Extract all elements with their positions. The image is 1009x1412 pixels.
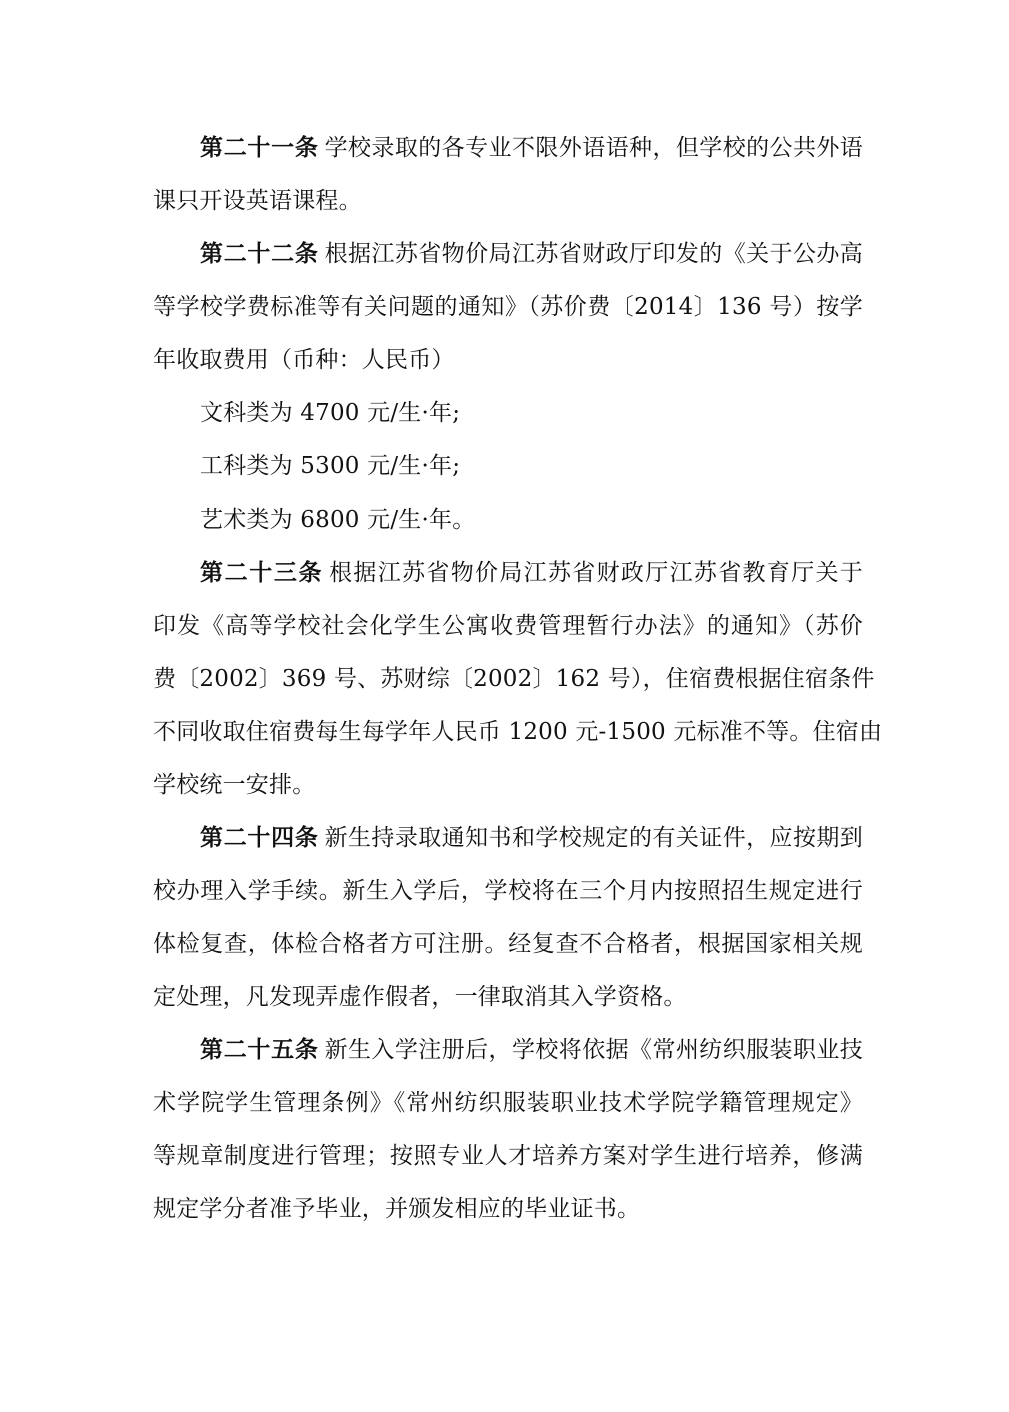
article-23-line-5: 学校统一安排。 [153, 772, 316, 798]
article-23-line-4: 不同收取住宿费每生每学年人民币 1200 元-1500 元标准不等。住宿由 [153, 719, 883, 745]
article-25-line-2: 术学院学生管理条例》《常州纺织服装职业技术学院学籍管理规定》 [153, 1090, 863, 1116]
article-22-line-1 [200, 238, 863, 270]
article-23-text: 根据江苏省物价局江苏省财政厅江苏省教育厅关于 [329, 560, 864, 586]
article-22-title: 第二十二条 [200, 241, 319, 267]
article-25-line-3: 等规章制度进行管理；按照专业人才培养方案对学生进行培养，修满 [153, 1143, 863, 1169]
article-24-line-4: 定处理，凡发现弄虚作假者，一律取消其入学资格。 [153, 984, 687, 1010]
article-23-line-1 [200, 557, 863, 589]
article-22-line-3: 年收取费用（币种：人民币） [153, 347, 455, 373]
article-23-line-3: 费〔2002〕369 号、苏财综〔2002〕162 号），住宿费根据住宿条件 [153, 666, 875, 692]
article-25-line-4: 规定学分者准予毕业，并颁发相应的毕业证书。 [153, 1196, 641, 1222]
article-21-line-2: 课只开设英语课程。 [153, 188, 362, 214]
article-23-line-2: 印发《高等学校社会化学生公寓收费管理暂行办法》的通知》（苏价 [153, 613, 863, 639]
article-24-line-1 [200, 822, 863, 854]
article-25-title: 第二十五条 [200, 1037, 319, 1063]
article-24-line-3: 体检复查，体检合格者方可注册。经复查不合格者，根据国家相关规 [153, 931, 863, 957]
article-25-line-1 [200, 1034, 863, 1066]
article-21-title: 第二十一条 [200, 135, 319, 161]
article-22-line-2: 等学校学费标准等有关问题的通知》（苏价费〔2014〕136 号）按学 [153, 294, 863, 320]
fee-arts: 艺术类为 6800 元/生·年。 [200, 507, 476, 533]
article-24-text: 新生持录取通知书和学校规定的有关证件，应按期到 [324, 825, 863, 851]
fee-engineering: 工科类为 5300 元/生·年; [200, 453, 461, 479]
fee-liberal-arts: 文科类为 4700 元/生·年; [200, 400, 461, 426]
article-24-title: 第二十四条 [200, 825, 319, 851]
article-23-title: 第二十三条 [200, 560, 324, 586]
article-22-text: 根据江苏省物价局江苏省财政厅印发的《关于公办高 [324, 241, 863, 267]
article-21-text: 学校录取的各专业不限外语语种，但学校的公共外语 [324, 135, 863, 161]
article-24-line-2: 校办理入学手续。新生入学后，学校将在三个月内按照招生规定进行 [153, 878, 863, 904]
article-25-text: 新生入学注册后，学校将依据《常州纺织服装职业技 [324, 1037, 863, 1063]
article-21-line-1 [200, 132, 863, 164]
